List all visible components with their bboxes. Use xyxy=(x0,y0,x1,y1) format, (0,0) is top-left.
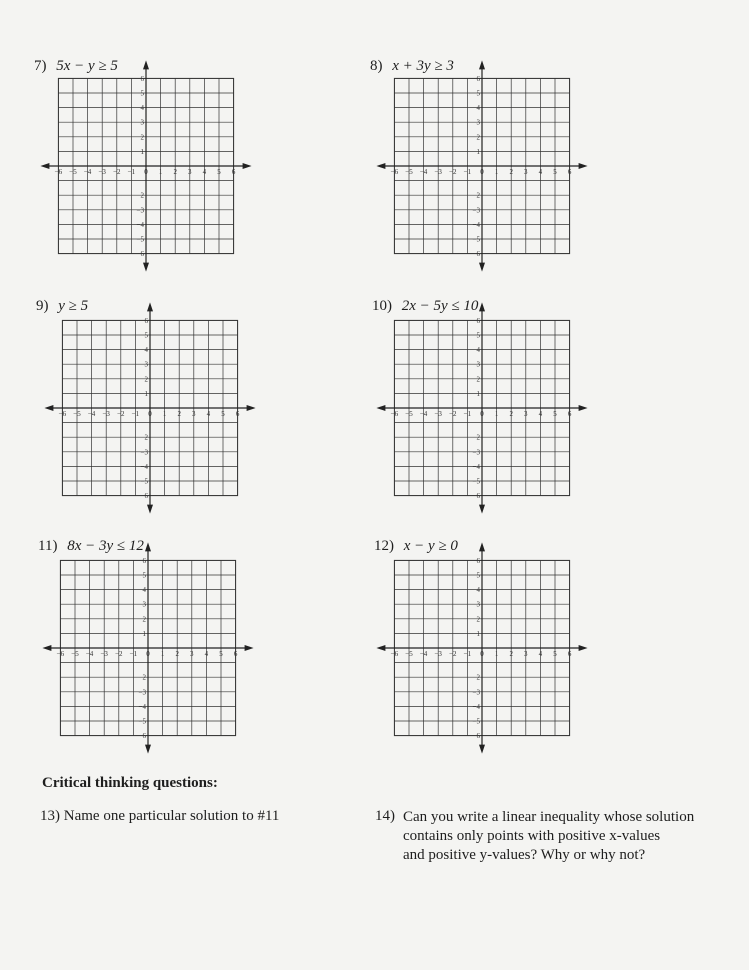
problem-inequality: 5x − y ≥ 5 xyxy=(56,58,118,74)
x-tick-label: 0 xyxy=(144,168,148,176)
coordinate-grid[interactable] xyxy=(46,556,276,782)
x-tick-label: 2 xyxy=(175,650,179,658)
x-axis-arrow-left xyxy=(376,645,385,651)
x-tick-label: −1 xyxy=(127,168,136,176)
y-tick-label: 1 xyxy=(476,147,480,156)
y-tick-label: 6 xyxy=(476,74,480,83)
x-tick-label: 0 xyxy=(146,650,150,658)
y-tick-label: 6 xyxy=(476,316,480,325)
y-tick-label: −6 xyxy=(472,250,480,259)
y-tick-label: −4 xyxy=(472,220,480,229)
problem-7 xyxy=(34,58,394,298)
y-axis-arrow-up xyxy=(479,542,485,551)
critical-thinking-heading: Critical thinking questions: xyxy=(42,775,218,791)
x-tick-label: 4 xyxy=(202,168,207,176)
x-tick-label: −2 xyxy=(449,168,457,176)
problem-number: 12) xyxy=(374,538,394,554)
x-tick-label: −2 xyxy=(117,410,125,418)
x-tick-label: −4 xyxy=(85,650,94,658)
y-axis-arrow-down xyxy=(143,263,149,272)
x-tick-label: −3 xyxy=(100,650,108,658)
x-tick-label: 4 xyxy=(538,168,543,176)
y-tick-label: 2 xyxy=(140,133,144,142)
y-axis-arrow-down xyxy=(479,505,485,514)
x-tick-label: −6 xyxy=(390,650,399,658)
question-text xyxy=(403,808,715,865)
x-axis-arrow-right xyxy=(245,645,254,651)
y-tick-label: −6 xyxy=(472,492,480,501)
y-tick-label: −6 xyxy=(140,492,148,501)
x-axis-arrow-right xyxy=(579,645,588,651)
y-axis-arrow-up xyxy=(143,60,149,69)
x-tick-label: 3 xyxy=(524,410,528,418)
y-tick-label: 1 xyxy=(140,147,144,156)
x-tick-label: 1 xyxy=(494,410,499,418)
problem-number: 11) xyxy=(38,538,58,554)
y-tick-label: 5 xyxy=(140,89,144,98)
x-axis-arrow-left xyxy=(42,645,51,651)
x-axis-arrow-right xyxy=(579,163,588,169)
y-axis-arrow-down xyxy=(147,505,153,514)
y-tick-label: −4 xyxy=(472,462,480,471)
y-tick-label: 6 xyxy=(142,556,146,565)
x-tick-label: −6 xyxy=(390,168,399,176)
x-tick-label: −2 xyxy=(449,410,457,418)
y-tick-label: −5 xyxy=(472,235,480,244)
problem-label xyxy=(370,58,454,75)
y-tick-label: 3 xyxy=(144,360,148,369)
x-tick-label: −5 xyxy=(405,168,413,176)
x-tick-label: −6 xyxy=(58,410,67,418)
question-number: 14) xyxy=(375,808,395,824)
question-text: Name one particular solution to #11 xyxy=(63,808,280,824)
problem-9 xyxy=(36,298,396,538)
y-tick-label: −3 xyxy=(472,206,480,215)
x-tick-label: −6 xyxy=(54,168,63,176)
y-tick-label: 3 xyxy=(476,360,480,369)
problem-inequality: x − y ≥ 0 xyxy=(403,538,458,554)
x-axis-arrow-left xyxy=(44,405,53,411)
x-tick-label: −5 xyxy=(73,410,81,418)
x-tick-label: −5 xyxy=(405,650,413,658)
x-tick-label: −3 xyxy=(98,168,106,176)
y-tick-label: 4 xyxy=(140,104,144,113)
y-tick-label: −2 xyxy=(136,191,144,200)
x-axis-arrow-left xyxy=(40,163,49,169)
x-axis-arrow-left xyxy=(376,163,385,169)
problem-8 xyxy=(370,58,730,298)
y-tick-label: −2 xyxy=(472,673,480,682)
x-tick-label: 6 xyxy=(235,410,240,418)
y-tick-label: 5 xyxy=(476,89,480,98)
x-tick-label: −1 xyxy=(129,650,138,658)
y-tick-label: 1 xyxy=(142,629,146,638)
y-tick-label: 2 xyxy=(476,615,480,624)
x-tick-label: −6 xyxy=(390,410,399,418)
problem-label xyxy=(36,298,88,315)
x-tick-label: 5 xyxy=(553,410,557,418)
x-tick-label: 2 xyxy=(177,410,181,418)
y-tick-label: 6 xyxy=(144,316,148,325)
y-tick-label: 5 xyxy=(476,571,480,580)
y-axis-arrow-up xyxy=(147,302,153,311)
y-tick-label: 1 xyxy=(144,389,148,398)
x-tick-label: −3 xyxy=(102,410,110,418)
y-tick-label: −6 xyxy=(138,732,146,741)
problem-10 xyxy=(372,298,732,538)
question-line: and positive y-values? Why or why not? xyxy=(403,847,646,863)
x-tick-label: 2 xyxy=(509,410,513,418)
x-tick-label: −4 xyxy=(83,168,92,176)
x-tick-label: 2 xyxy=(509,168,513,176)
x-tick-label: 2 xyxy=(173,168,177,176)
y-tick-label: −3 xyxy=(138,688,146,697)
y-tick-label: 2 xyxy=(476,133,480,142)
x-tick-label: 3 xyxy=(192,410,196,418)
x-tick-label: 4 xyxy=(206,410,211,418)
coordinate-grid[interactable] xyxy=(380,74,610,300)
y-tick-label: −4 xyxy=(140,462,148,471)
x-tick-label: 3 xyxy=(190,650,194,658)
y-tick-label: −3 xyxy=(472,448,480,457)
x-tick-label: 5 xyxy=(553,168,557,176)
x-tick-label: 1 xyxy=(494,650,499,658)
y-tick-label: 2 xyxy=(144,375,148,384)
x-tick-label: 6 xyxy=(567,410,572,418)
x-tick-label: 0 xyxy=(480,650,484,658)
x-axis-arrow-left xyxy=(376,405,385,411)
y-tick-label: 5 xyxy=(142,571,146,580)
coordinate-grid[interactable] xyxy=(380,556,610,782)
problem-number: 9) xyxy=(36,298,49,314)
y-tick-label: 4 xyxy=(476,346,480,355)
y-tick-label: −3 xyxy=(472,688,480,697)
question-line: contains only points with positive x-values xyxy=(403,828,661,844)
x-tick-label: −2 xyxy=(115,650,123,658)
x-tick-label: 4 xyxy=(538,650,543,658)
y-tick-label: −4 xyxy=(472,702,480,711)
x-tick-label: 5 xyxy=(219,650,223,658)
problem-number: 7) xyxy=(34,58,47,74)
y-tick-label: 2 xyxy=(476,375,480,384)
problem-inequality: y ≥ 5 xyxy=(58,298,89,314)
problem-label xyxy=(38,538,144,555)
y-tick-label: 5 xyxy=(476,331,480,340)
y-axis-arrow-up xyxy=(479,302,485,311)
x-tick-label: 2 xyxy=(509,650,513,658)
problem-number: 8) xyxy=(370,58,383,74)
question-13 xyxy=(40,808,279,825)
x-tick-label: 3 xyxy=(524,168,528,176)
question-14 xyxy=(375,808,715,865)
question-line: Can you write a linear inequality whose solution xyxy=(403,809,695,825)
x-tick-label: −4 xyxy=(419,650,428,658)
x-tick-label: 6 xyxy=(567,650,572,658)
x-tick-label: 6 xyxy=(233,650,238,658)
x-tick-label: −1 xyxy=(463,410,472,418)
x-tick-label: 4 xyxy=(538,410,543,418)
x-tick-label: 1 xyxy=(162,410,167,418)
y-tick-label: 3 xyxy=(476,118,480,127)
y-tick-label: −6 xyxy=(136,250,144,259)
y-axis-arrow-up xyxy=(479,60,485,69)
x-tick-label: −4 xyxy=(419,168,428,176)
x-axis-arrow-right xyxy=(579,405,588,411)
coordinate-grid[interactable] xyxy=(44,74,274,300)
y-axis-arrow-down xyxy=(145,745,151,754)
y-tick-label: 4 xyxy=(144,346,148,355)
problem-inequality: 2x − 5y ≤ 10 xyxy=(401,298,479,314)
y-tick-label: −3 xyxy=(136,206,144,215)
x-tick-label: −1 xyxy=(131,410,140,418)
x-tick-label: 0 xyxy=(480,168,484,176)
y-tick-label: −5 xyxy=(472,717,480,726)
y-tick-label: 4 xyxy=(476,586,480,595)
x-tick-label: −3 xyxy=(434,168,442,176)
y-axis-arrow-down xyxy=(479,263,485,272)
y-axis-arrow-up xyxy=(145,542,151,551)
x-tick-label: −3 xyxy=(434,650,442,658)
x-tick-label: −6 xyxy=(56,650,65,658)
x-tick-label: −4 xyxy=(87,410,96,418)
x-axis-arrow-right xyxy=(247,405,256,411)
y-tick-label: 6 xyxy=(140,74,144,83)
x-tick-label: 5 xyxy=(221,410,225,418)
x-tick-label: −1 xyxy=(463,650,472,658)
x-tick-label: 6 xyxy=(567,168,572,176)
y-tick-label: −5 xyxy=(472,477,480,486)
x-tick-label: 0 xyxy=(148,410,152,418)
y-tick-label: 1 xyxy=(476,389,480,398)
y-tick-label: 3 xyxy=(142,600,146,609)
problem-label xyxy=(34,58,118,75)
x-tick-label: 1 xyxy=(494,168,499,176)
x-tick-label: 3 xyxy=(524,650,528,658)
y-tick-label: −2 xyxy=(472,433,480,442)
x-tick-label: 6 xyxy=(231,168,236,176)
y-tick-label: −4 xyxy=(136,220,144,229)
y-tick-label: −2 xyxy=(138,673,146,682)
x-tick-label: 5 xyxy=(217,168,221,176)
question-number: 13) xyxy=(40,808,60,824)
x-tick-label: 1 xyxy=(158,168,163,176)
problem-inequality: x + 3y ≥ 3 xyxy=(392,58,454,74)
x-tick-label: 4 xyxy=(204,650,209,658)
x-tick-label: −5 xyxy=(69,168,77,176)
x-tick-label: 3 xyxy=(188,168,192,176)
y-tick-label: −3 xyxy=(140,448,148,457)
problem-12 xyxy=(374,538,734,778)
y-tick-label: −2 xyxy=(472,191,480,200)
problem-number: 10) xyxy=(372,298,392,314)
x-tick-label: −2 xyxy=(449,650,457,658)
problem-label xyxy=(372,298,478,315)
x-tick-label: −4 xyxy=(419,410,428,418)
y-tick-label: 3 xyxy=(140,118,144,127)
x-axis-arrow-right xyxy=(243,163,252,169)
y-tick-label: 4 xyxy=(142,586,146,595)
y-tick-label: 6 xyxy=(476,556,480,565)
y-tick-label: −5 xyxy=(136,235,144,244)
x-tick-label: 1 xyxy=(160,650,165,658)
y-tick-label: −2 xyxy=(140,433,148,442)
coordinate-grid[interactable] xyxy=(48,316,278,542)
y-tick-label: 2 xyxy=(142,615,146,624)
x-tick-label: −5 xyxy=(71,650,79,658)
problem-label xyxy=(374,538,458,555)
problem-inequality: 8x − 3y ≤ 12 xyxy=(67,538,144,554)
coordinate-grid[interactable] xyxy=(380,316,610,542)
x-tick-label: 5 xyxy=(553,650,557,658)
y-tick-label: −6 xyxy=(472,732,480,741)
x-tick-label: −1 xyxy=(463,168,472,176)
x-tick-label: −2 xyxy=(113,168,121,176)
y-tick-label: 4 xyxy=(476,104,480,113)
y-tick-label: −5 xyxy=(138,717,146,726)
x-tick-label: 0 xyxy=(480,410,484,418)
y-tick-label: −4 xyxy=(138,702,146,711)
y-tick-label: 1 xyxy=(476,629,480,638)
problem-11 xyxy=(38,538,398,778)
y-axis-arrow-down xyxy=(479,745,485,754)
y-tick-label: −5 xyxy=(140,477,148,486)
x-tick-label: −3 xyxy=(434,410,442,418)
y-tick-label: 5 xyxy=(144,331,148,340)
x-tick-label: −5 xyxy=(405,410,413,418)
y-tick-label: 3 xyxy=(476,600,480,609)
